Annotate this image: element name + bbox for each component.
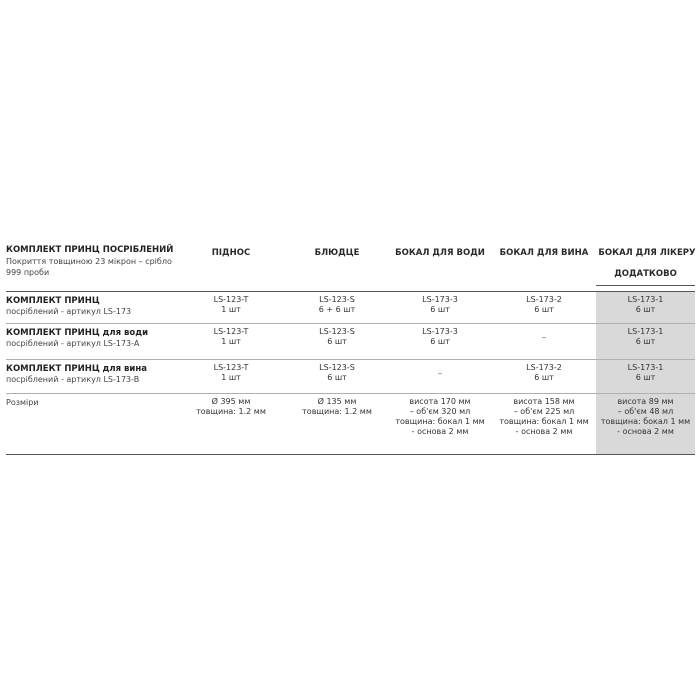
header-subtitle-line2: 999 проби xyxy=(6,268,50,277)
header-subtitle-line1: Покриття товщиною 23 мікрон – срібло xyxy=(6,257,172,266)
row-subtitle: посріблений - артикул LS-173-A xyxy=(6,339,140,348)
row-title: КОМПЛЕКТ ПРИНЦ xyxy=(6,296,100,306)
column-header-liqueur-glass: БОКАЛ ДЛЯ ЛІКЕРУ xyxy=(598,248,696,258)
table-cell: LS-173-3 6 шт xyxy=(422,295,458,314)
table-cell: LS-123-T 1 шт xyxy=(213,295,249,314)
size-cell: висота 158 мм – об'єм 225 мл товщина: бокал 1 мм - основа 2 мм xyxy=(499,397,589,436)
size-cell: Ø 395 мм товщина: 1.2 мм xyxy=(196,397,266,416)
table-cell: LS-173-1 6 шт xyxy=(627,295,664,314)
table-bottom-divider xyxy=(6,454,695,455)
header-title: КОМПЛЕКТ ПРИНЦ ПОСРІБЛЕНИЙ xyxy=(6,245,174,255)
row-title: КОМПЛЕКТ ПРИНЦ для води xyxy=(6,328,149,338)
size-cell: висота 89 мм – об'єм 48 мл товщина: бокал 1 мм - основа 2 мм xyxy=(600,397,691,436)
table-cell: LS-123-S 6 шт xyxy=(319,327,355,346)
extra-label-underline xyxy=(596,285,695,286)
row-subtitle: посріблений - артикул LS-173 xyxy=(6,307,132,316)
table-cell: LS-123-S 6 + 6 шт xyxy=(318,295,356,314)
row-divider xyxy=(6,393,695,394)
row-divider xyxy=(6,359,695,360)
table-cell-empty: – xyxy=(542,333,546,342)
column-header-tray: ПІДНОС xyxy=(211,248,251,258)
size-cell: Ø 135 мм товщина: 1.2 мм xyxy=(302,397,372,416)
row-subtitle: посріблений - артикул LS-173-B xyxy=(6,375,140,384)
column-header-water-glass: БОКАЛ ДЛЯ ВОДИ xyxy=(395,248,485,258)
table-cell-empty: – xyxy=(438,369,442,378)
size-cell: висота 170 мм – об'єм 320 мл товщина: бокал 1 мм - основа 2 мм xyxy=(395,397,485,436)
table-cell: LS-173-2 6 шт xyxy=(526,295,562,314)
header-divider xyxy=(6,291,695,292)
sizes-label: Розміри xyxy=(6,398,39,407)
row-title: КОМПЛЕКТ ПРИНЦ для вина xyxy=(6,364,147,374)
table-cell: LS-123-T 1 шт xyxy=(213,327,249,346)
column-header-wine-glass: БОКАЛ ДЛЯ ВИНА xyxy=(499,248,589,258)
table-cell: LS-123-S 6 шт xyxy=(319,363,355,382)
row-divider xyxy=(6,323,695,324)
table-cell: LS-173-1 6 шт xyxy=(627,327,664,346)
table-cell: LS-123-T 1 шт xyxy=(213,363,249,382)
column-header-saucer: БЛЮДЦЕ xyxy=(314,248,360,258)
table-cell: LS-173-1 6 шт xyxy=(627,363,664,382)
extra-label: ДОДАТКОВО xyxy=(614,269,677,279)
table-cell: LS-173-2 6 шт xyxy=(526,363,562,382)
table-cell: LS-173-3 6 шт xyxy=(422,327,458,346)
